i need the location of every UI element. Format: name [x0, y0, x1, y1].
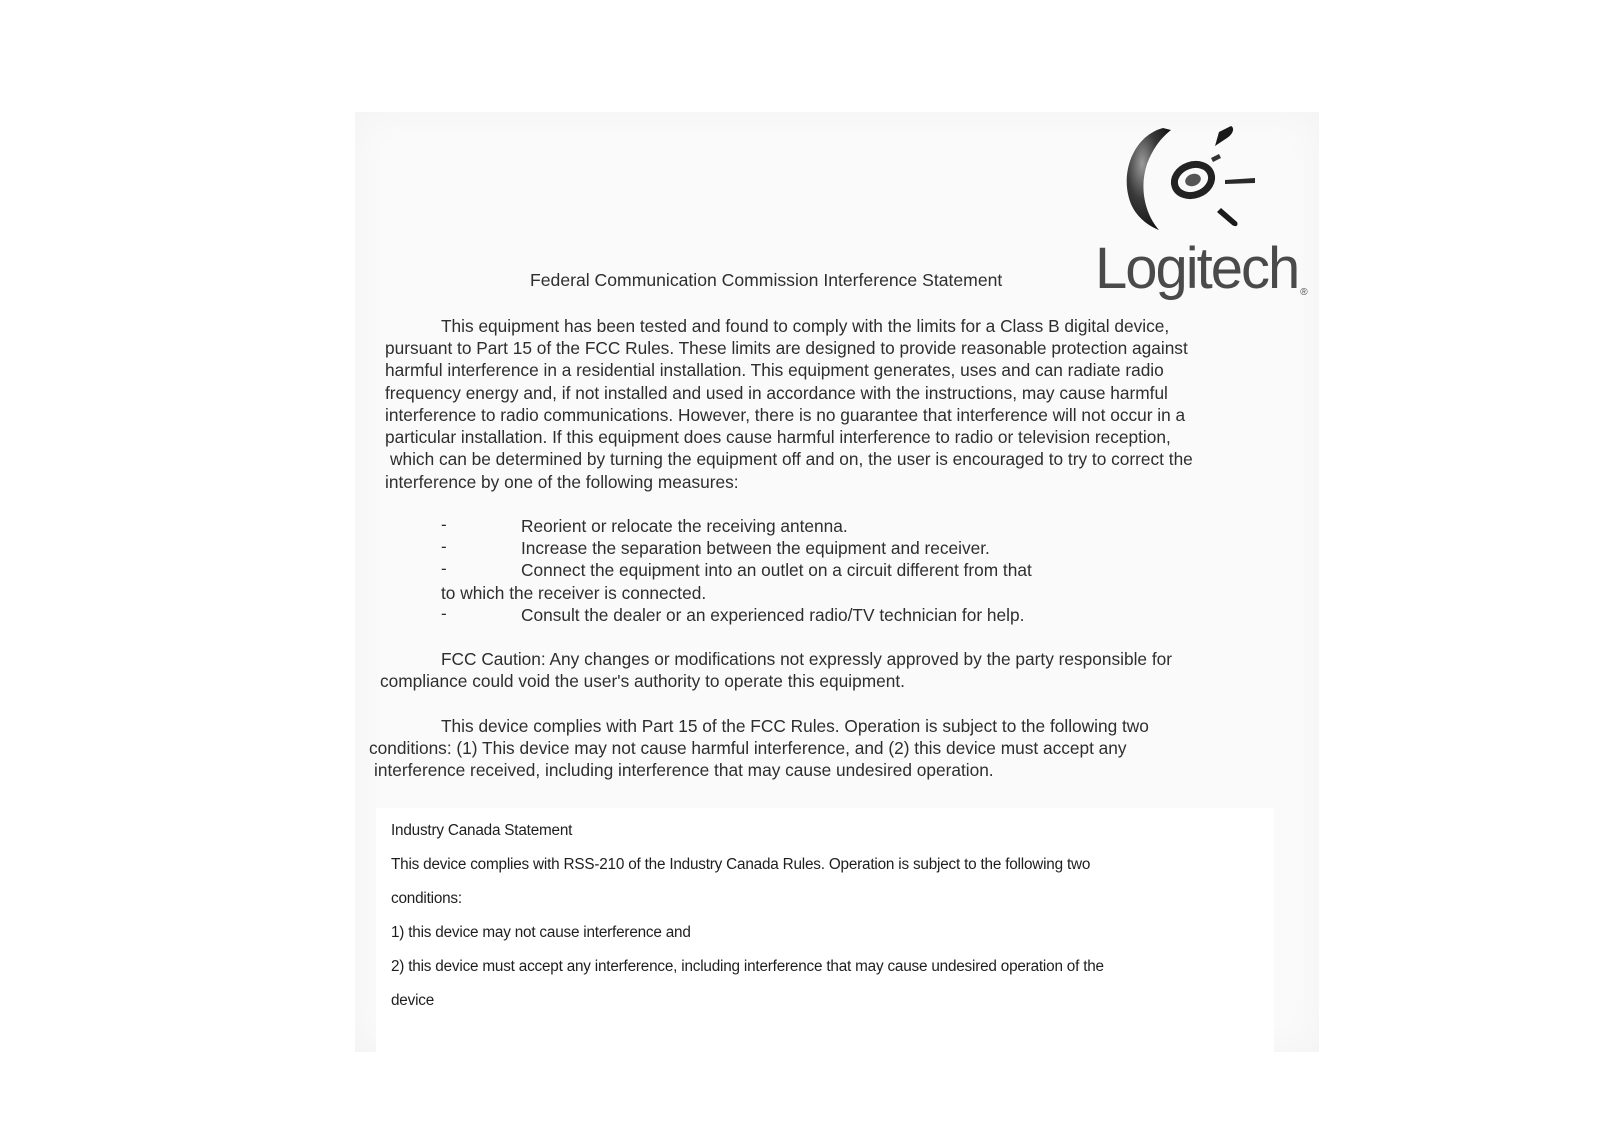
fcc-paragraph-line: which can be determined by turning the equipment off and on, the user is encouraged to try to correct the [390, 449, 1193, 469]
part15-line: interference received, including interference that may cause undesired operation. [374, 760, 994, 780]
fcc-title: Federal Communication Commission Interference Statement [530, 270, 1003, 290]
logitech-logo [1095, 122, 1313, 312]
industry-canada-line: 1) this device may not cause interference and [391, 924, 691, 941]
part15-line: This device complies with Part 15 of the FCC Rules. Operation is subject to the following two [441, 716, 1149, 736]
logitech-swirl-icon [1115, 122, 1265, 247]
list-bullet: - [441, 515, 447, 534]
industry-canada-line: conditions: [391, 890, 462, 907]
list-bullet: - [441, 537, 447, 556]
measure-item: Increase the separation between the equipment and receiver. [521, 538, 990, 558]
list-bullet: - [441, 604, 447, 623]
measure-item: Reorient or relocate the receiving antenna. [521, 516, 848, 536]
fcc-caution-line: FCC Caution: Any changes or modifications not expressly approved by the party responsible for [441, 649, 1172, 669]
measure-item-continuation: to which the receiver is connected. [441, 583, 707, 603]
fcc-paragraph-line: pursuant to Part 15 of the FCC Rules. These limits are designed to provide reasonable protection against [385, 338, 1188, 358]
fcc-paragraph-line: particular installation. If this equipment does cause harmful interference to radio or television reception, [385, 427, 1171, 447]
fcc-paragraph-line: interference by one of the following measures: [385, 472, 739, 492]
industry-canada-line: 2) this device must accept any interference, including interference that may cause undesired operation of the [391, 958, 1104, 975]
fcc-paragraph-line: harmful interference in a residential installation. This equipment generates, uses and can radiate radio [385, 360, 1164, 380]
measure-item: Consult the dealer or an experienced radio/TV technician for help. [521, 605, 1025, 625]
fcc-paragraph-line: This equipment has been tested and found to comply with the limits for a Class B digital device, [441, 316, 1170, 336]
industry-canada-line: device [391, 992, 435, 1009]
fcc-paragraph-line: interference to radio communications. However, there is no guarantee that interference will not occur in a [385, 405, 1186, 425]
part15-line: conditions: (1) This device may not cause harmful interference, and (2) this device must accept any [369, 738, 1127, 758]
list-bullet: - [441, 559, 447, 578]
logitech-wordmark: Logitech ® [1095, 236, 1308, 301]
industry-canada-line: This device complies with RSS-210 of the Industry Canada Rules. Operation is subject to the following two [391, 856, 1091, 873]
industry-canada-title: Industry Canada Statement [391, 822, 573, 839]
measure-item: Connect the equipment into an outlet on a circuit different from that [521, 560, 1032, 580]
fcc-caution-line: compliance could void the user's authority to operate this equipment. [380, 671, 905, 691]
fcc-paragraph-line: frequency energy and, if not installed and used in accordance with the instructions, may cause harmful [385, 383, 1168, 403]
